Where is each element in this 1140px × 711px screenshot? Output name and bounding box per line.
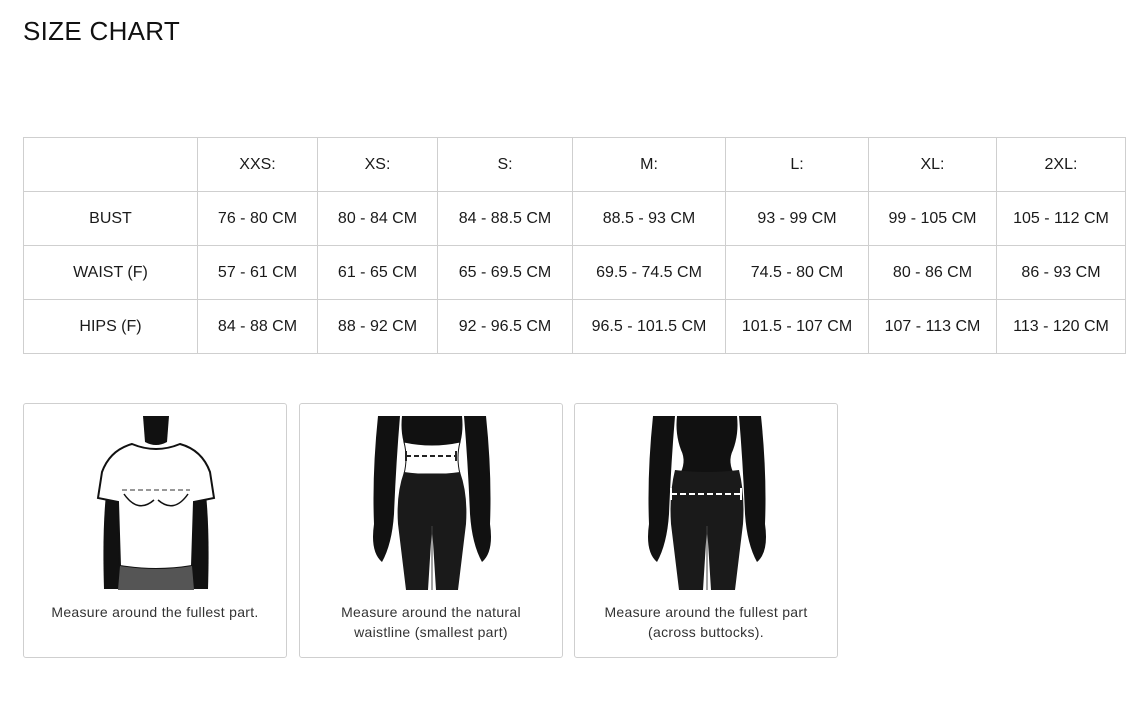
size-chart-table: [23, 137, 1126, 354]
bust-guide-card: [23, 403, 287, 658]
table-cell: 69.5 - 74.5 CM: [573, 246, 726, 300]
waist-measure-icon: [300, 414, 564, 594]
table-cell: 57 - 61 CM: [198, 246, 318, 300]
bust-measure-icon: [24, 414, 288, 594]
row-label: HIPS (F): [24, 300, 198, 354]
table-row: [24, 246, 1126, 300]
hips-guide-caption: Measure around the fullest part (across buttocks).: [604, 604, 808, 640]
table-cell: 86 - 93 CM: [997, 246, 1126, 300]
hips-measure-icon: [575, 414, 839, 594]
table-row: [24, 300, 1126, 354]
table-header-row: [24, 138, 1126, 192]
table-cell: 88 - 92 CM: [318, 300, 438, 354]
table-header-cell: XS:: [318, 138, 438, 192]
table-cell: 74.5 - 80 CM: [726, 246, 869, 300]
table-header-cell: XL:: [869, 138, 997, 192]
row-label: BUST: [24, 192, 198, 246]
table-cell: 80 - 86 CM: [869, 246, 997, 300]
table-cell: 84 - 88 CM: [198, 300, 318, 354]
table-cell: 107 - 113 CM: [869, 300, 997, 354]
table-cell: 101.5 - 107 CM: [726, 300, 869, 354]
table-header-cell: M:: [573, 138, 726, 192]
table-cell: 93 - 99 CM: [726, 192, 869, 246]
table-cell: 88.5 - 93 CM: [573, 192, 726, 246]
table-header-cell: [24, 138, 198, 192]
hips-guide-card: [574, 403, 838, 658]
waist-guide-card: [299, 403, 563, 658]
table-cell: 76 - 80 CM: [198, 192, 318, 246]
table-cell: 80 - 84 CM: [318, 192, 438, 246]
table-cell: 65 - 69.5 CM: [438, 246, 573, 300]
waist-guide-caption: Measure around the natural waistline (smallest part): [341, 604, 521, 640]
table-cell: 61 - 65 CM: [318, 246, 438, 300]
table-cell: 92 - 96.5 CM: [438, 300, 573, 354]
table-cell: 105 - 112 CM: [997, 192, 1126, 246]
page-title: SIZE CHART: [23, 16, 181, 46]
table-header-cell: 2XL:: [997, 138, 1126, 192]
table-row: [24, 192, 1126, 246]
table-cell: 96.5 - 101.5 CM: [573, 300, 726, 354]
table-cell: 113 - 120 CM: [997, 300, 1126, 354]
table-cell: 99 - 105 CM: [869, 192, 997, 246]
row-label: WAIST (F): [24, 246, 198, 300]
table-header-cell: XXS:: [198, 138, 318, 192]
bust-guide-caption: Measure around the fullest part.: [51, 604, 259, 620]
table-header-cell: L:: [726, 138, 869, 192]
table-cell: 84 - 88.5 CM: [438, 192, 573, 246]
table-header-cell: S:: [438, 138, 573, 192]
